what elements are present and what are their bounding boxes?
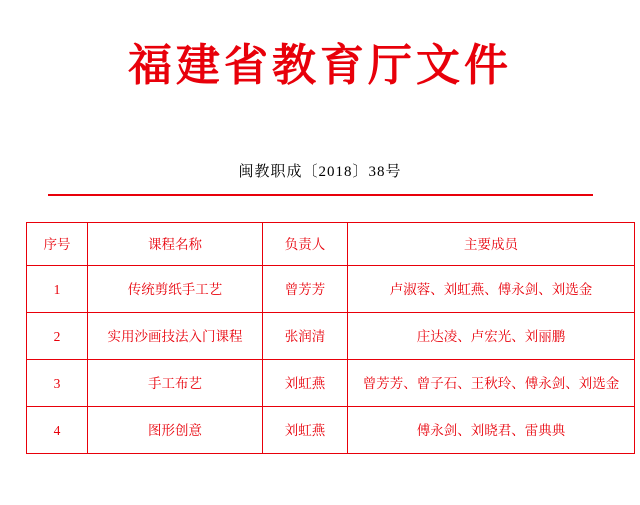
column-header-members: 主要成员 xyxy=(348,223,635,266)
cell-members: 曾芳芳、曾子石、王秋玲、傅永剑、刘选金 xyxy=(348,360,635,407)
table-row xyxy=(27,407,635,454)
table-row xyxy=(27,313,635,360)
document-number: 闽教职成〔2018〕38号 xyxy=(238,164,402,181)
cell-seq: 2 xyxy=(27,313,88,360)
red-divider-rule xyxy=(48,194,593,196)
cell-members: 傅永剑、刘晓君、雷典典 xyxy=(348,407,635,454)
table-row xyxy=(27,360,635,407)
cell-course: 图形创意 xyxy=(88,407,263,454)
cell-seq: 4 xyxy=(27,407,88,454)
cell-course: 实用沙画技法入门课程 xyxy=(88,313,263,360)
column-header-seq: 序号 xyxy=(27,223,88,266)
course-table-wrapper xyxy=(26,222,620,454)
document-page xyxy=(0,42,640,505)
cell-leader: 刘虹燕 xyxy=(263,407,348,454)
cell-members: 庄达凌、卢宏光、刘丽鹏 xyxy=(348,313,635,360)
table-row xyxy=(27,266,635,313)
cell-course: 手工布艺 xyxy=(88,360,263,407)
course-table xyxy=(26,222,635,454)
cell-course: 传统剪纸手工艺 xyxy=(88,266,263,313)
document-title: 福建省教育厅文件 xyxy=(128,40,512,91)
cell-members: 卢淑蓉、刘虹燕、傅永剑、刘选金 xyxy=(348,266,635,313)
column-header-leader: 负责人 xyxy=(263,223,348,266)
table-header-row xyxy=(27,223,635,266)
cell-leader: 曾芳芳 xyxy=(263,266,348,313)
column-header-course: 课程名称 xyxy=(88,223,263,266)
cell-seq: 3 xyxy=(27,360,88,407)
cell-leader: 刘虹燕 xyxy=(263,360,348,407)
cell-seq: 1 xyxy=(27,266,88,313)
cell-leader: 张润清 xyxy=(263,313,348,360)
